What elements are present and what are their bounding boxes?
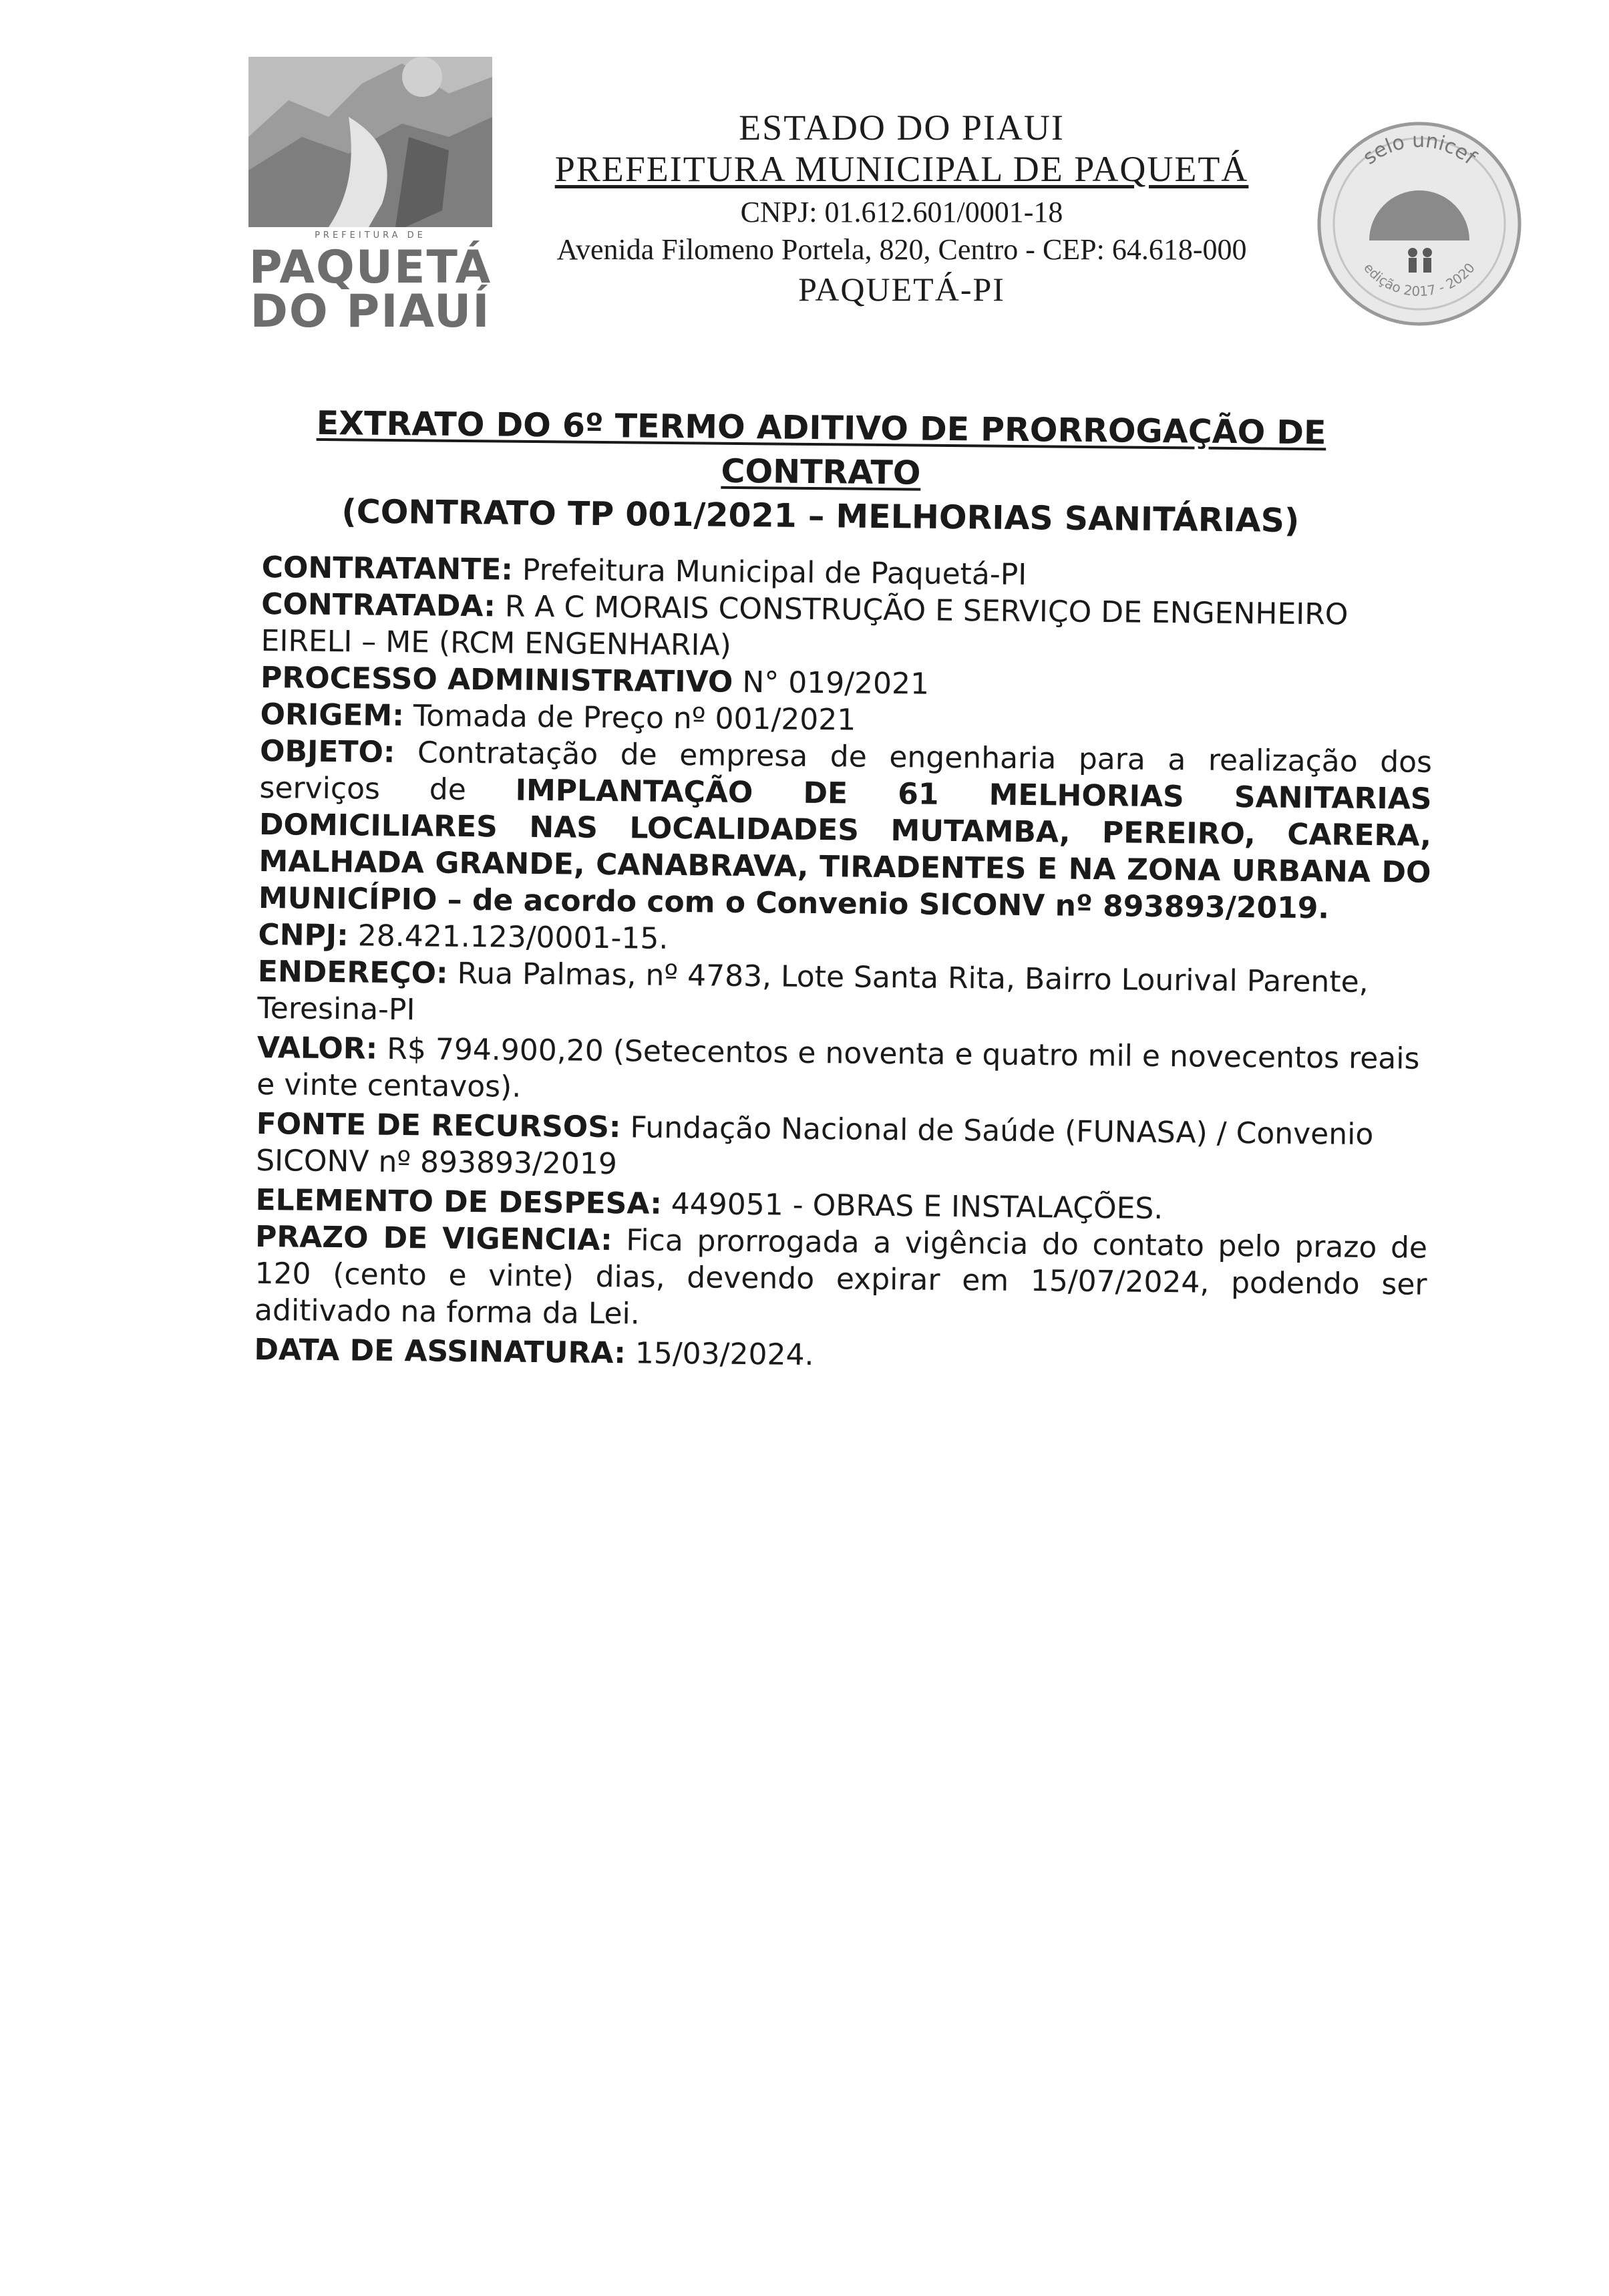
title-line1: EXTRATO DO 6º TERMO ADITIVO DE PRORROGAÇÃO DE CONTRATO (316, 403, 1326, 492)
document-body (254, 549, 1434, 1379)
fonte-label: FONTE DE RECURSOS: (256, 1106, 621, 1145)
title-line2: (CONTRATO TP 001/2021 – MELHORIAS SANITÁRIAS) (341, 492, 1300, 540)
processo-label: PROCESSO ADMINISTRATIVO (260, 660, 733, 699)
origem-label: ORIGEM: (260, 697, 405, 733)
state-name: ESTADO DO PIAUI (739, 108, 1065, 148)
prefecture-cnpj: CNPJ: 01.612.601/0001-18 (740, 196, 1063, 228)
data-row (254, 1331, 1426, 1379)
contratada-label: CONTRATADA: (260, 587, 496, 624)
unicef-seal-icon (1306, 114, 1533, 334)
seal-bottom-text: edição 2017 - 2020 (1361, 259, 1478, 300)
origem-value: Tomada de Preço nº 001/2021 (413, 699, 856, 737)
fonte-row (256, 1106, 1429, 1190)
prazo-label: PRAZO DE VIGENCIA: (254, 1219, 612, 1258)
objeto-emphasis: IMPLANTAÇÃO DE 61 MELHORIAS SANITARIAS DOMICILIARES NAS LOCALIDADES MUTAMBA, PEREIRO, CARERA, MALHADA GRANDE, CANABRAVA, TIRADENTES E NA ZONA URBANA DO MUNICÍPIO – de acordo com o Convenio SICONV nº 893893/2019. (258, 773, 1432, 926)
valor-label: VALOR: (256, 1030, 378, 1066)
cnpj-value: 28.421.123/0001-15. (357, 919, 669, 956)
endereco-label: ENDEREÇO: (257, 954, 448, 991)
prefecture-name: PREFEITURA MUNICIPAL DE PAQUETÁ (554, 149, 1249, 189)
prefecture-city: PAQUETÁ-PI (798, 271, 1005, 308)
prazo-row (254, 1218, 1428, 1340)
fonte-value: Fundação Nacional de Saúde (FUNASA) / Convenio SICONV nº 893893/2019 (255, 1110, 1374, 1182)
endereco-value: Rua Palmas, nº 4783, Lote Santa Rita, Bairro Lourival Parente, Teresina-PI (257, 956, 1369, 1027)
seal-top-text: selo unicef (1359, 128, 1481, 170)
objeto-row (258, 733, 1433, 928)
cnpj-label: CNPJ: (258, 917, 349, 953)
objeto-label: OBJETO: (259, 733, 395, 770)
logo-caption: PREFEITURA DE (315, 230, 426, 240)
endereco-row (257, 953, 1430, 1038)
contratada-row (260, 586, 1433, 671)
letterhead (494, 107, 1309, 310)
valor-value: R$ 794.900,20 (Setecentos e noventa e quatro mil e novecentos reais e vinte centavos). (256, 1031, 1420, 1104)
contratada-value: R A C MORAIS CONSTRUÇÃO E SERVIÇO DE ENGENHEIRO EIRELI – ME (RCM ENGENHARIA) (260, 589, 1349, 663)
data-label: DATA DE ASSINATURA: (254, 1332, 627, 1371)
contratante-label: CONTRATANTE: (261, 550, 514, 587)
prazo-value: Fica prorrogada a vigência do contato pelo prazo de 120 (cento e vinte) dias, devendo expirar em 15/07/2024, podendo ser aditivado na forma da Lei. (254, 1223, 1428, 1331)
logo-name-line2: DO PIAUÍ (250, 285, 491, 338)
municipality-logo (248, 37, 492, 338)
prefecture-address: Avenida Filomeno Portela, 820, Centro - CEP: 64.618-000 (556, 233, 1247, 266)
elemento-value: 449051 - OBRAS E INSTALAÇÕES. (671, 1186, 1164, 1226)
data-value: 15/03/2024. (635, 1336, 814, 1372)
unicef-seal (1306, 114, 1533, 334)
valor-row (256, 1029, 1429, 1114)
document-title (252, 401, 1389, 544)
elemento-label: ELEMENTO DE DESPESA: (255, 1182, 663, 1221)
logo-name-line1: PAQUETÁ (248, 241, 492, 294)
objeto-value: Contratação de empresa de engenharia para a realização dos serviços de (259, 735, 1433, 807)
processo-value: N° 019/2021 (742, 665, 930, 701)
contratante-value: Prefeitura Municipal de Paquetá-PI (522, 552, 1027, 592)
